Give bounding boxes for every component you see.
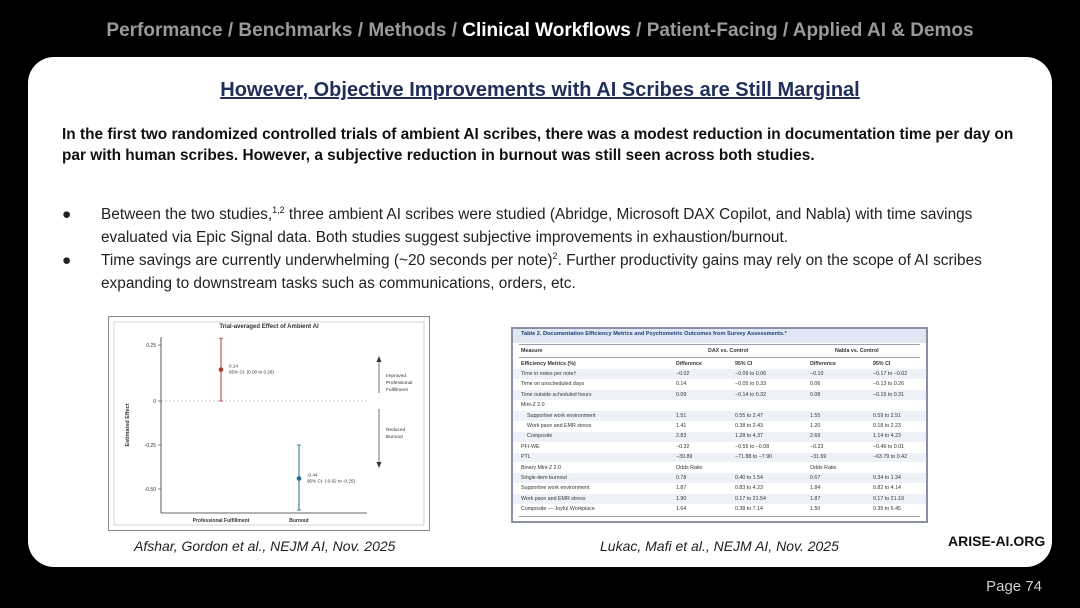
- estimate-point: [219, 367, 224, 372]
- y-tick-label: 0.25: [146, 343, 156, 349]
- table-cell: 1.14 to 4.23: [873, 433, 901, 440]
- table-cell: −0.55 to −0.08: [735, 443, 770, 450]
- chart-title: Trial-averaged Effect of Ambient AI: [219, 324, 319, 330]
- annotation-reduced: Reduced: [386, 428, 406, 433]
- slide-card: [28, 57, 1052, 567]
- bullet-text-part: Between the two studies,: [101, 206, 273, 223]
- table-row: [513, 421, 926, 431]
- table-cell: 95% CI: [735, 360, 753, 367]
- table-cell: −0.23: [810, 443, 824, 450]
- table-cell: −0.32: [676, 443, 690, 450]
- table-row: [513, 494, 926, 504]
- table-cell: 1.87: [676, 485, 687, 492]
- table-rule: [519, 344, 920, 345]
- table-cell: 0.83 to 4.23: [735, 485, 763, 492]
- page-number: Page 74: [986, 578, 1042, 595]
- table-cell: 95% CI: [873, 360, 891, 367]
- breadcrumb-separator: /: [222, 20, 239, 41]
- nav-item-applied-ai-demos[interactable]: Applied AI & Demos: [792, 20, 974, 41]
- table-cell: Mini-Z 2.0: [521, 402, 545, 409]
- table-cell: 0.40 to 1.54: [735, 474, 763, 481]
- x-category-label: Burnout: [289, 518, 309, 524]
- table-cell: −0.09 to 0.06: [735, 370, 767, 377]
- table-cell: 1.51: [676, 412, 687, 419]
- table-cell: Time in notes per note†: [521, 370, 577, 377]
- table-cell: Supportive work environment: [527, 412, 596, 419]
- table-row: [513, 369, 926, 379]
- breadcrumb-separator: /: [446, 20, 463, 41]
- table-cell: 0.78: [676, 474, 687, 481]
- table-cell: −31.69: [810, 454, 827, 461]
- table-cell: 0.06: [810, 381, 821, 388]
- effect-chart-figure: [108, 316, 430, 531]
- table-cell: Efficiency Metrics (%): [521, 360, 576, 367]
- citation-superscript: 2: [552, 250, 558, 261]
- table-rule: [519, 516, 920, 517]
- table-row: [513, 380, 926, 390]
- breadcrumb-separator: /: [777, 20, 793, 41]
- table-cell: 0.59 to 2.51: [873, 412, 901, 419]
- table-cell: 0.38 to 2.43: [735, 422, 763, 429]
- table-row: [513, 453, 926, 463]
- table-cell: 0.08: [810, 391, 821, 398]
- table-row: [513, 390, 926, 400]
- table-row: [513, 463, 926, 473]
- nav-item-performance[interactable]: Performance: [106, 20, 223, 41]
- estimate-label: -0.44: [307, 472, 318, 478]
- bullet-text: [101, 249, 1021, 295]
- table-cell: −0.10: [810, 370, 824, 377]
- table-cell: 0.14: [676, 381, 687, 388]
- table-row: [513, 484, 926, 494]
- table-cell: 0.35 to 6.45: [873, 506, 901, 513]
- y-axis-label: Estimated Effect: [125, 403, 131, 447]
- table-row: [513, 432, 926, 442]
- table-header-cell: Measure: [521, 347, 543, 354]
- table-cell: 1.28 to 4.37: [735, 433, 763, 440]
- table-row: [513, 473, 926, 483]
- arrow-down-icon: [377, 462, 382, 468]
- table-cell: −0.17 to −0.02: [873, 370, 908, 377]
- table-cell: 0.38 to 7.14: [735, 506, 763, 513]
- table-cell: PFI-WE: [521, 443, 540, 450]
- table-cell: Composite: [527, 433, 553, 440]
- table-cell: 2.69: [810, 433, 821, 440]
- table-cell: 0.67: [810, 474, 821, 481]
- table-cell: Odds Ratio: [810, 464, 837, 471]
- annotation-reduced: Burnout: [386, 435, 403, 440]
- table-cell: Binary Mini-Z 2.0: [521, 464, 562, 471]
- slide-title: However, Objective Improvements with AI Scribes are Still Marginal: [220, 79, 860, 101]
- table-cell: 0.17 to 21.19: [873, 495, 904, 502]
- table-cell: 1.90: [676, 495, 687, 502]
- table-row: [513, 401, 926, 411]
- table-cell: −0.02: [676, 370, 690, 377]
- table-cell: Difference: [810, 360, 836, 367]
- estimate-label: 0.14: [229, 363, 238, 369]
- estimate-point: [297, 476, 302, 481]
- table-cell: Composite — Joyful Workplace: [521, 506, 595, 513]
- table-row: [513, 505, 926, 515]
- table-cell: Work pace and EMR stress: [527, 422, 592, 429]
- bullet-dot-icon: ●: [62, 252, 72, 269]
- breadcrumb-separator: /: [630, 20, 647, 41]
- efficiency-table-figure: [511, 327, 928, 523]
- bullet-text-part: three ambient AI scribes were studied (Abridge, Microsoft DAX Copilot, and Nabla) with time savings evaluated via Epic Signal data. Both studies suggest subjective improvements in exhaustion/burnout.: [101, 206, 973, 246]
- table-cell: 2.83: [676, 433, 687, 440]
- y-tick-label: -0.25: [144, 443, 156, 449]
- table-cell: Supportive work environment: [521, 485, 590, 492]
- table-cell: 0.09: [676, 391, 687, 398]
- lead-paragraph: In the first two randomized controlled trials of ambient AI scribes, there was a modest reduction in documentation time per day on par with human scribes. However, a subjective reduction in burnout was still seen across both studies.: [62, 126, 1014, 164]
- annotation-improved: Professional: [386, 381, 413, 386]
- table-cell: Odds Ratio: [676, 464, 703, 471]
- table-row: [513, 411, 926, 421]
- citation-superscript: 1,2: [272, 204, 285, 215]
- table-cell: Time outside scheduled hours: [521, 391, 592, 398]
- table-cell: 0.34 to 1.34: [873, 474, 901, 481]
- table-group-header: Nabla vs. Control: [835, 347, 879, 354]
- nav-item-benchmarks[interactable]: Benchmarks: [238, 20, 353, 41]
- nav-item-patient-facing[interactable]: Patient-Facing: [646, 20, 778, 41]
- caption-right: Lukac, Mafi et al., NEJM AI, Nov. 2025: [600, 538, 839, 554]
- table-cell: 1.84: [810, 485, 821, 492]
- table-cell: 1.20: [810, 422, 821, 429]
- arise-logo: ARISE-AI.ORG: [948, 533, 1046, 549]
- chart-frame: [114, 322, 424, 525]
- table-cell: −0.13 to 0.26: [873, 381, 905, 388]
- table-row: [513, 359, 926, 369]
- table-cell: −0.46 to 0.01: [873, 443, 905, 450]
- annotation-improved: Fulfillment: [386, 388, 408, 393]
- table-cell: −0.14 to 0.32: [735, 391, 767, 398]
- table-cell: −0.05 to 0.33: [735, 381, 767, 388]
- table-cell: 1.50: [810, 506, 821, 513]
- table-cell: −0.15 to 0.31: [873, 391, 905, 398]
- table-cell: 0.82 to 4.14: [873, 485, 901, 492]
- arrow-up-icon: [377, 356, 382, 362]
- breadcrumb-separator: /: [352, 20, 369, 41]
- table-cell: −39.89: [676, 454, 693, 461]
- table-cell: 1.87: [810, 495, 821, 502]
- caption-left: Afshar, Gordon et al., NEJM AI, Nov. 2025: [134, 538, 396, 554]
- bullet-text-part: . Further productivity gains may rely on the scope of AI scribes expanding to downstream tasks such as communications, orders, etc.: [101, 252, 982, 292]
- table-cell: 0.55 to 2.47: [735, 412, 763, 419]
- table-cell: PTL: [521, 454, 531, 461]
- y-tick-label: -0.50: [144, 487, 156, 493]
- table-group-header: DAX vs. Control: [708, 347, 749, 354]
- effect-chart: [109, 317, 429, 530]
- table-row: [513, 442, 926, 452]
- bullet-dot-icon: ●: [62, 206, 72, 223]
- section-breadcrumb: [0, 20, 1080, 42]
- y-tick-label: 0: [153, 399, 156, 405]
- x-category-label: Professional Fulfillment: [192, 518, 250, 524]
- table-cell: 0.17 to 21.54: [735, 495, 766, 502]
- table-header-row: [513, 346, 926, 356]
- bullet-text: [101, 203, 1021, 249]
- table-cell: Work pace and EMR stress: [521, 495, 586, 502]
- table-cell: −71.88 to −7.90: [735, 454, 773, 461]
- table-cell: 1.64: [676, 506, 687, 513]
- table-title: Table 2. Documentation Efficiency Metrics and Psychometric Outcomes from Survey Assessments.*: [521, 331, 787, 337]
- nav-item-methods[interactable]: Methods: [368, 20, 447, 41]
- table-cell: Time on unscheduled days: [521, 381, 585, 388]
- ci-label: 95% CI: (-0.62 to -0.25): [307, 478, 356, 484]
- ci-label: 95% CI: (0.00 to 0.28): [229, 369, 274, 375]
- table-cell: 1.41: [676, 422, 687, 429]
- table-cell: 1.55: [810, 412, 821, 419]
- table-cell: Single-item burnout: [521, 474, 567, 481]
- table-title-bar: [513, 329, 926, 343]
- nav-item-clinical-workflows[interactable]: Clinical Workflows: [462, 20, 631, 41]
- annotation-improved: Improved: [386, 374, 406, 379]
- table-cell: 0.18 to 2.23: [873, 422, 901, 429]
- bullet-text-part: Time savings are currently underwhelming (~20 seconds per note): [101, 252, 553, 269]
- table-cell: −63.79 to 0.42: [873, 454, 908, 461]
- table-rule: [519, 357, 920, 358]
- table-cell: Difference: [676, 360, 702, 367]
